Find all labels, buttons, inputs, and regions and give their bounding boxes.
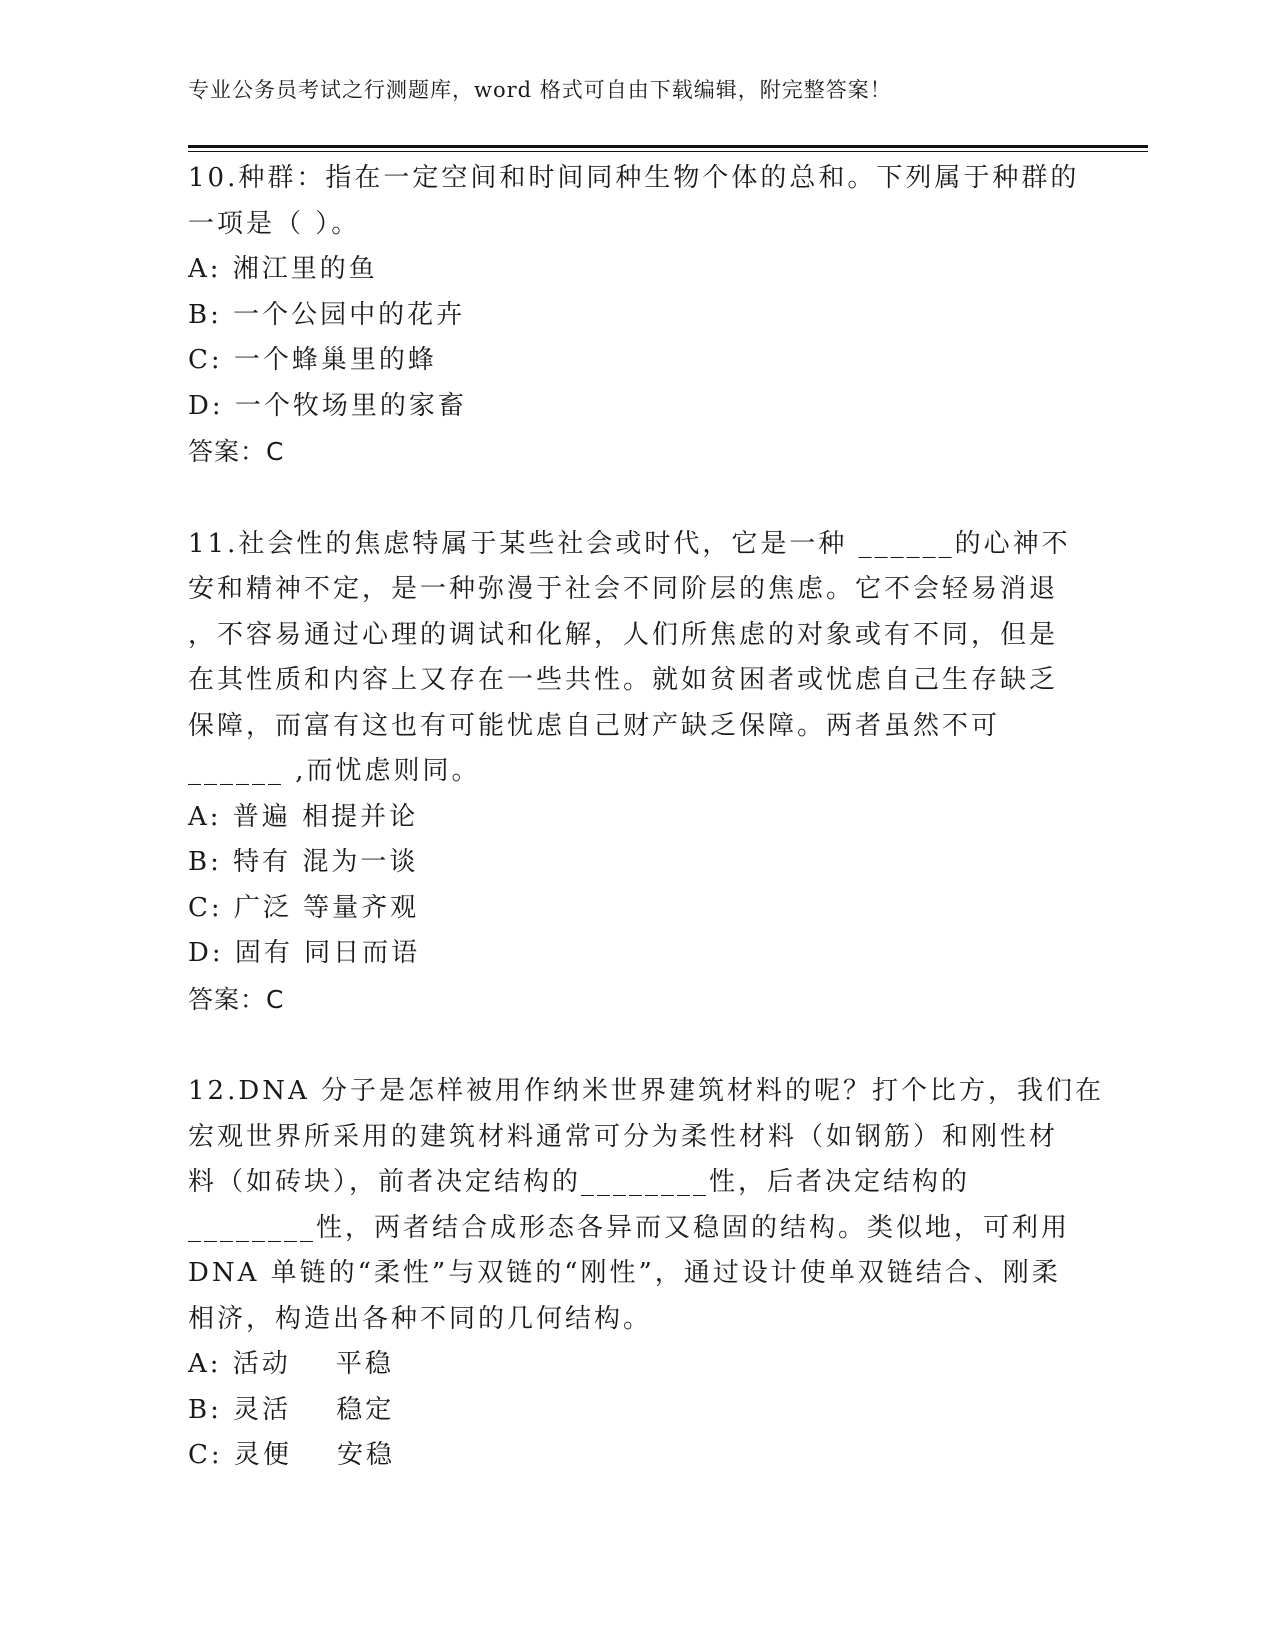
header-rule-thin: [188, 151, 1148, 152]
question-stem-line: 一项是（ ）。: [188, 208, 361, 239]
question-stem-line: 保障，而富有这也有可能忧虑自己财产缺乏保障。两者虽然不可: [188, 710, 1001, 741]
option-a: A: 活动 平稳: [188, 1349, 394, 1379]
question-stem-line: ________性，两者结合成形态各异而又稳固的结构。类似地，可利用: [188, 1212, 1071, 1243]
question-stem-line: 宏观世界所采用的建筑材料通常可分为柔性材料（如钢筋）和刚性材: [188, 1121, 1059, 1152]
question-stem-line: 料（如砖块），前者决定结构的________性，后者决定结构的: [188, 1167, 971, 1197]
option-d: D: 固有 同日而语: [188, 938, 421, 968]
question-stem-line: 在其性质和内容上又存在一些共性。就如贫困者或忧虑自己生存缺乏: [188, 665, 1059, 695]
question-stem-line: ______ ,而忧虑则同。: [188, 756, 481, 786]
option-c: C: 灵便 安稳: [188, 1440, 395, 1470]
question-stem-line: 11.社会性的焦虑特属于某些社会或时代，它是一种 ______的心神不: [188, 528, 1071, 559]
option-c: C: 一个蜂巢里的蜂: [188, 345, 437, 375]
question-10: [188, 156, 1088, 475]
question-stem-line: DNA 单链的“柔性”与双链的“刚性”，通过设计使单双链结合、刚柔: [188, 1258, 1061, 1288]
question-stem-line: 10.种群：指在一定空间和时间同种生物个体的总和。下列属于种群的: [188, 163, 1080, 193]
option-d: D: 一个牧场里的家畜: [188, 390, 467, 421]
option-c: C: 广泛 等量齐观: [188, 892, 420, 923]
option-b: B: 特有 混为一谈: [188, 847, 419, 877]
option-a: A: 湘江里的鱼: [188, 254, 378, 284]
question-12: [188, 1069, 1104, 1479]
question-list: [188, 156, 1104, 1479]
answer-line: 答案：C: [188, 437, 285, 466]
page-header: 专业公务员考试之行测题库，word 格式可自由下载编辑，附完整答案！: [188, 78, 892, 102]
answer-line: 答案：C: [188, 984, 285, 1014]
option-b: B: 一个公园中的花卉: [188, 299, 466, 330]
header-rule-thick: [188, 145, 1148, 148]
question-11: [188, 522, 1088, 1023]
question-stem-line: ，不容易通过心理的调试和化解，人们所焦虑的对象或有不同，但是: [188, 619, 1059, 650]
question-stem-line: 相济，构造出各种不同的几何结构。: [188, 1303, 653, 1334]
option-b: B: 灵活 稳定: [188, 1394, 395, 1425]
question-stem-line: 安和精神不定，是一种弥漫于社会不同阶层的焦虑。它不会轻易消退: [188, 574, 1059, 604]
option-a: A: 普遍 相提并论: [188, 801, 419, 832]
question-stem-line: 12.DNA 分子是怎样被用作纳米世界建筑材料的呢？打个比方，我们在: [188, 1076, 1104, 1106]
